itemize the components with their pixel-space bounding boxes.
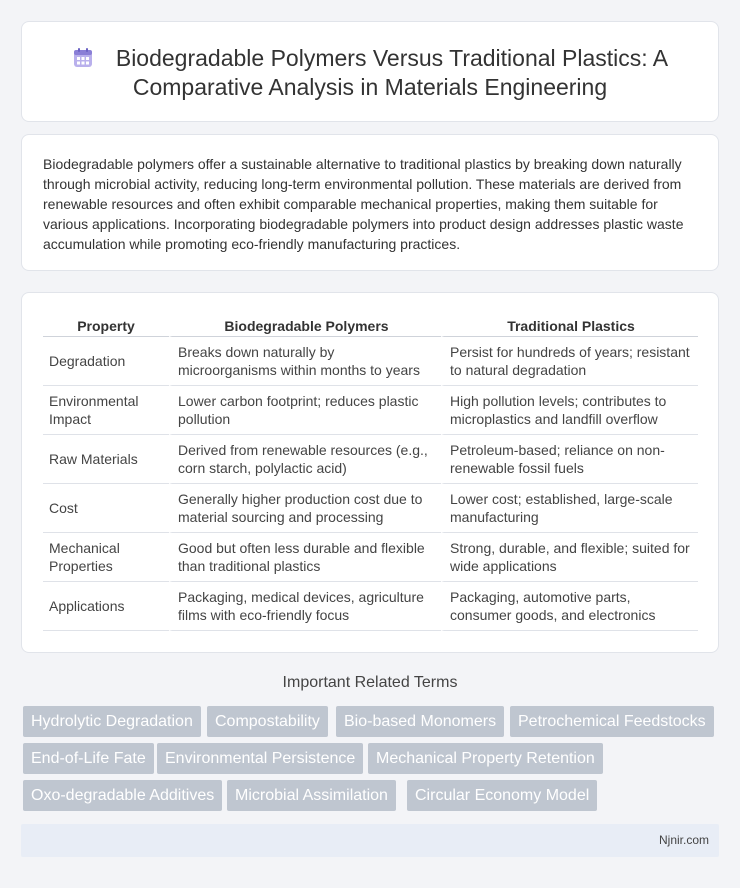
property-cell: Mechanical Properties	[43, 533, 169, 582]
related-term-tag[interactable]: Circular Economy Model	[407, 780, 597, 811]
biodegradable-cell: Generally higher production cost due to material sourcing and processing	[169, 484, 441, 533]
traditional-cell: Petroleum-based; reliance on non-renewable fossil fuels	[441, 435, 698, 484]
related-terms-heading: Important Related Terms	[282, 674, 458, 691]
comparison-table	[43, 315, 698, 631]
related-term-tag[interactable]: Hydrolytic Degradation	[23, 706, 201, 737]
header-property: Property	[43, 315, 169, 337]
traditional-cell: Persist for hundreds of years; resistant to natural degradation	[441, 337, 698, 386]
traditional-cell: Lower cost; established, large-scale manufacturing	[441, 484, 698, 533]
property-cell: Raw Materials	[43, 435, 169, 484]
intro-card	[21, 134, 719, 271]
biodegradable-cell: Packaging, medical devices, agriculture films with eco-friendly focus	[169, 582, 441, 631]
traditional-cell: Strong, durable, and flexible; suited for wide applications	[441, 533, 698, 582]
table-header-row	[43, 315, 698, 337]
related-term-tag[interactable]: End-of-Life Fate	[23, 743, 154, 774]
traditional-cell: Packaging, automotive parts, consumer goods, and electronics	[441, 582, 698, 631]
header-traditional: Traditional Plastics	[441, 315, 698, 337]
related-term-tag[interactable]: Environmental Persistence	[157, 743, 363, 774]
title-wrap	[22, 44, 718, 102]
traditional-cell: High pollution levels; contributes to microplastics and landfill overflow	[441, 386, 698, 435]
biodegradable-cell: Breaks down naturally by microorganisms within months to years	[169, 337, 441, 386]
table-row	[43, 582, 698, 631]
related-term-tag[interactable]: Compostability	[207, 706, 328, 737]
intro-paragraph: Biodegradable polymers offer a sustainable alternative to traditional plastics by breaking down naturally through microbial activity, reducing long-term environmental pollution. These materials are derived from renewable resources and often exhibit comparable mechanical properties, making them suitable for various applications. Incorporating biodegradable polymers into product design addresses plastic waste accumulation while promoting eco-friendly manufacturing practices.	[43, 156, 684, 252]
biodegradable-cell: Good but often less durable and flexible than traditional plastics	[169, 533, 441, 582]
property-cell: Environmental Impact	[43, 386, 169, 435]
comparison-table-card	[21, 292, 719, 653]
table-row	[43, 386, 698, 435]
related-term-tag[interactable]: Bio-based Monomers	[336, 706, 504, 737]
related-term-tag[interactable]: Microbial Assimilation	[227, 780, 396, 811]
table-row	[43, 484, 698, 533]
property-cell: Applications	[43, 582, 169, 631]
header-biodegradable: Biodegradable Polymers	[169, 315, 441, 337]
related-term-tag[interactable]: Mechanical Property Retention	[368, 743, 603, 774]
calendar-icon	[72, 47, 94, 69]
related-term-tag[interactable]: Petrochemical Feedstocks	[510, 706, 714, 737]
footer-site-link[interactable]: Njnir.com	[658, 833, 709, 847]
related-term-tag[interactable]: Oxo-degradable Additives	[23, 780, 222, 811]
table-row	[43, 337, 698, 386]
property-cell: Degradation	[43, 337, 169, 386]
title-card	[21, 21, 719, 122]
table-row	[43, 533, 698, 582]
property-cell: Cost	[43, 484, 169, 533]
table-row	[43, 435, 698, 484]
biodegradable-cell: Lower carbon footprint; reduces plastic pollution	[169, 386, 441, 435]
page-title-text: Biodegradable Polymers Versus Traditional Plastics: A Comparative Analysis in Materials Engineering	[115, 45, 669, 100]
footer-bar	[21, 824, 719, 857]
page-title	[22, 44, 718, 102]
biodegradable-cell: Derived from renewable resources (e.g., corn starch, polylactic acid)	[169, 435, 441, 484]
